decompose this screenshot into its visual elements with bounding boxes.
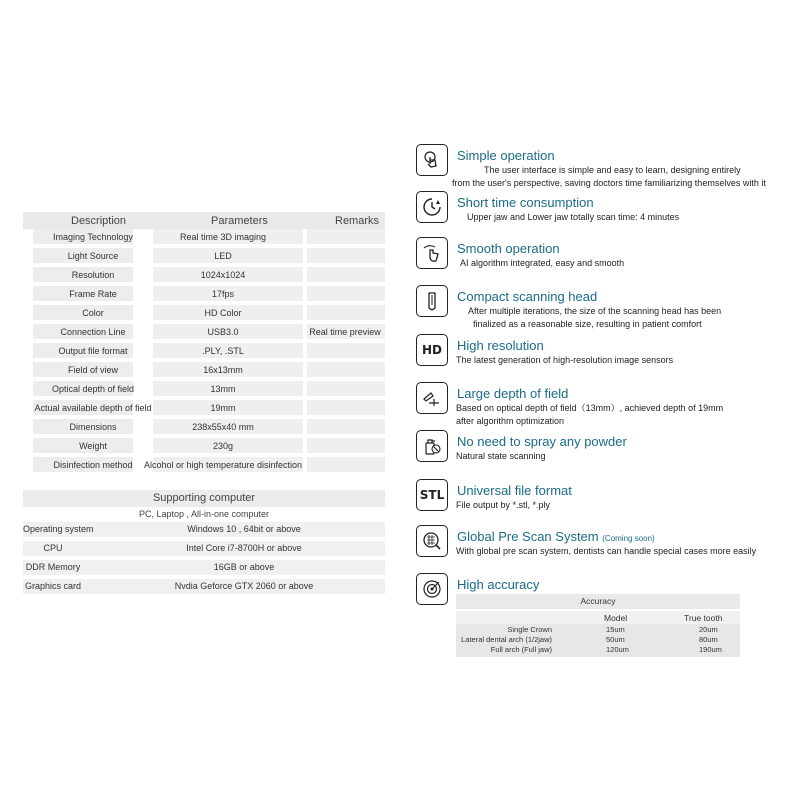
computer-label: Graphics card (24, 581, 82, 591)
spec-row (23, 305, 385, 324)
computer-label: CPU (43, 543, 63, 553)
spec-row (23, 438, 385, 457)
spec-table-header (23, 212, 385, 229)
spec-parameter: Real time 3D imaging (179, 232, 267, 242)
spec-description: Weight (79, 441, 107, 451)
spec-parameter: Alcohol or high temperature disinfection (143, 460, 303, 470)
spec-table-body (23, 229, 385, 476)
spec-description: Field of view (67, 365, 119, 375)
spec-row (23, 286, 385, 305)
supporting-computer-title: Supporting computer (23, 490, 385, 507)
accuracy-true-tooth-value: 80um (699, 635, 718, 644)
feature-title-text: Large depth of field (457, 386, 569, 401)
touch-hand-icon (416, 144, 448, 176)
feature-title (457, 241, 560, 256)
spec-row (23, 343, 385, 362)
feature-title (457, 148, 555, 163)
clock-icon (416, 191, 448, 223)
spec-description: Imaging Technology (53, 232, 133, 242)
feature-description: File output by *.stl, *.ply (456, 500, 551, 510)
accuracy-table (456, 594, 740, 657)
feature-title-text: No need to spray any powder (457, 434, 627, 449)
feature-title (457, 338, 544, 353)
spec-row (23, 457, 385, 476)
spec-description: Resolution (71, 270, 115, 280)
spec-description: Actual available depth of field (34, 403, 152, 413)
feature-description: Upper jaw and Lower jaw totally scan time: 4 minutes (467, 212, 680, 222)
spec-description: Color (82, 308, 104, 318)
computer-row (23, 560, 385, 579)
accuracy-case: Full arch (Full jaw) (490, 645, 552, 654)
feature-title-text: High resolution (457, 338, 544, 353)
spec-parameter: 13mm (210, 384, 236, 394)
computer-value: Nvdia Geforce GTX 2060 or above (174, 581, 314, 591)
spec-description: Optical depth of field (51, 384, 135, 394)
spec-parameter: LED (214, 251, 232, 261)
computer-value: Windows 10 , 64bit or above (187, 524, 301, 534)
feature-title-text: Compact scanning head (457, 289, 598, 304)
feature-description: from the user's perspective, saving doctors time familiarizing themselves with it (452, 178, 766, 188)
spec-row (23, 324, 385, 343)
header-remarks: Remarks (335, 215, 380, 227)
spec-description: Disinfection method (53, 460, 133, 470)
feature-description: With global pre scan system, dentists can handle special cases more easily (456, 546, 757, 556)
accuracy-true-tooth-value: 190um (699, 645, 722, 654)
feature-title (457, 434, 627, 449)
computer-row (23, 541, 385, 560)
accuracy-row (456, 645, 740, 655)
spec-parameter: 238x55x40 mm (192, 422, 254, 432)
spec-row (23, 419, 385, 438)
no-spray-icon (416, 430, 448, 462)
spec-row (23, 248, 385, 267)
feature-title-text: Smooth operation (457, 241, 560, 256)
spec-description: Dimensions (69, 422, 117, 432)
feature-description: The latest generation of high-resolution image sensors (456, 355, 674, 365)
spec-parameter: HD Color (204, 308, 242, 318)
accuracy-case: Single Crown (507, 625, 552, 634)
feature-description: Based on optical depth of field（13mm）, achieved depth of 19mm (456, 403, 724, 413)
spec-remark: Real time preview (309, 327, 381, 337)
feature-description: AI algorithm integrated, easy and smooth (460, 258, 625, 268)
spec-description: Output file format (58, 346, 128, 356)
spec-parameter: 17fps (211, 289, 235, 299)
supporting-computer-body (23, 522, 385, 598)
feature-description: finalized as a reasonable size, resulting in patient comfort (473, 319, 702, 329)
depth-of-field-icon (416, 382, 448, 414)
accuracy-model-value: 120um (606, 645, 629, 654)
feature-title (457, 195, 594, 210)
spec-parameter: .PLY, .STL (202, 346, 244, 356)
supporting-computer-table (23, 490, 385, 598)
computer-value: 16GB or above (213, 562, 275, 572)
spec-row (23, 229, 385, 248)
target-icon (416, 573, 448, 605)
header-parameters: Parameters (211, 215, 268, 227)
feature-title-text: Simple operation (457, 148, 555, 163)
feature-title-text: High accuracy (457, 577, 540, 592)
feature-description: Natural state scanning (456, 451, 546, 461)
specifications-table (23, 212, 385, 476)
accuracy-model-value: 15um (606, 625, 625, 634)
stl-icon: STL (416, 479, 448, 511)
accuracy-header-model: Model (604, 613, 628, 623)
accuracy-header-true-tooth: True tooth (684, 613, 723, 623)
swipe-hand-icon (416, 237, 448, 269)
accuracy-row (456, 635, 740, 645)
accuracy-header (456, 611, 740, 624)
pre-scan-icon (416, 525, 448, 557)
accuracy-case: Lateral dental arch (1/2jaw) (461, 635, 552, 644)
spec-parameter: 16x13mm (203, 365, 243, 375)
feature-title-note: (Coming soon) (602, 534, 655, 543)
spec-row (23, 381, 385, 400)
spec-parameter: USB3.0 (207, 327, 239, 337)
spec-parameter: 1024x1024 (200, 270, 246, 280)
feature-description: The user interface is simple and easy to learn, designing entirely (484, 165, 741, 175)
supporting-computer-subtitle: PC, Laptop , All-in-one computer (138, 509, 270, 519)
accuracy-body (456, 624, 740, 657)
spec-row (23, 400, 385, 419)
feature-title (457, 529, 655, 544)
computer-row (23, 579, 385, 598)
computer-label: Operating system (23, 524, 94, 534)
computer-label: DDR Memory (25, 562, 81, 572)
accuracy-true-tooth-value: 20um (699, 625, 718, 634)
feature-title (457, 577, 539, 592)
spec-parameter: 19mm (210, 403, 236, 413)
spec-description: Light Source (67, 251, 119, 261)
feature-title-text: Global Pre Scan System (457, 529, 599, 544)
header-description: Description (71, 215, 127, 227)
spec-description: Connection Line (60, 327, 126, 337)
spec-parameter: 230g (212, 441, 234, 451)
feature-description: after algorithm optimization (456, 416, 565, 426)
spec-description: Frame Rate (69, 289, 117, 299)
computer-row (23, 522, 385, 541)
feature-title (457, 289, 597, 304)
accuracy-title: Accuracy (456, 594, 740, 609)
accuracy-row (456, 625, 740, 635)
hd-icon: HD (416, 334, 448, 366)
spec-row (23, 267, 385, 286)
feature-title (457, 386, 568, 401)
feature-title-text: Universal file format (457, 483, 572, 498)
feature-title-text: Short time consumption (457, 195, 594, 210)
feature-description: After multiple iterations, the size of the scanning head has been (468, 306, 722, 316)
computer-value: Intel Core i7-8700H or above (186, 543, 302, 553)
spec-row (23, 362, 385, 381)
accuracy-model-value: 50um (606, 635, 625, 644)
feature-title (457, 483, 572, 498)
scan-head-icon (416, 285, 448, 317)
